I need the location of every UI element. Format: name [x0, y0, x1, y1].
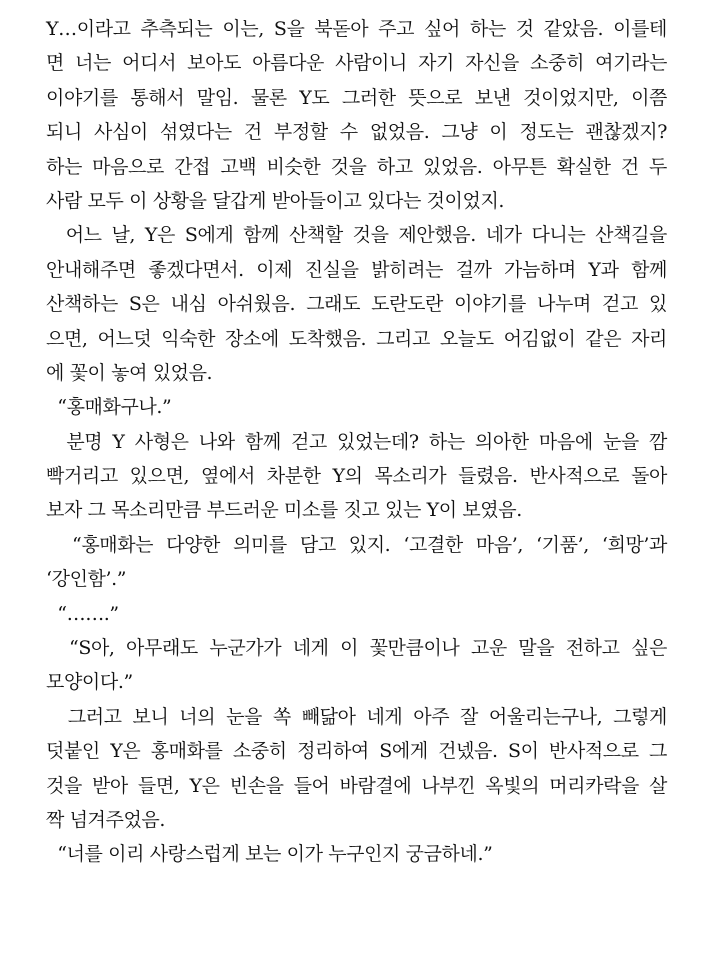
text-line: 보자 그 목소리만큼 부드러운 미소를 짓고 있는 Y이 보였음.	[46, 499, 522, 522]
text-line: 으면, 어느덧 익숙한 장소에 도착했음. 그리고 오늘도 어김없이 같은 자리	[46, 327, 667, 350]
text-line: “너를 이리 사랑스럽게 보는 이가 누구인지 궁금하네.”	[46, 843, 493, 866]
text-line: 그러고 보니 너의 눈을 쏙 빼닮아 네게 아주 잘 어울리는구나, 그렇게	[46, 705, 667, 728]
text-line: 빡거리고 있으면, 옆에서 차분한 Y의 목소리가 들렸음. 반사적으로 돌아	[46, 465, 667, 488]
text-line: 안내해주면 좋겠다면서. 이제 진실을 밝히려는 걸까 가늠하며 Y과 함께	[46, 258, 667, 281]
text-line: 것을 받아 들면, Y은 빈손을 들어 바람결에 나부낀 옥빛의 머리카락을 살	[46, 774, 667, 797]
text-line: 덧붙인 Y은 홍매화를 소중히 정리하여 S에게 건넸음. S이 반사적으로 그	[46, 740, 667, 763]
text-line: 어느 날, Y은 S에게 함께 산책할 것을 제안했음. 네가 다니는 산책길을	[46, 224, 667, 247]
text-line: “S아, 아무래도 누군가가 네게 이 꽃만큼이나 고운 말을 전하고 싶은	[46, 637, 667, 660]
text-line: 하는 마음으로 간접 고백 비슷한 것을 하고 있었음. 아무튼 확실한 건 두	[46, 155, 667, 178]
text-line: 분명 Y 사형은 나와 함께 걷고 있었는데? 하는 의아한 마음에 눈을 깜	[46, 430, 667, 453]
text-line: “…….”	[46, 602, 119, 625]
text-line: 되니 사심이 섞였다는 건 부정할 수 없었음. 그냥 이 정도는 괜찮겠지?	[46, 121, 667, 144]
text-line: ‘강인함’.”	[46, 568, 127, 591]
text-line: 모양이다.”	[46, 671, 133, 694]
text-line: “홍매화구나.”	[46, 396, 172, 419]
text-line: 이야기를 통해서 말임. 물론 Y도 그러한 뜻으로 보낸 것이었지만, 이쯤	[46, 86, 667, 109]
text-line: 사람 모두 이 상황을 달갑게 받아들이고 있다는 것이었지.	[46, 189, 505, 212]
text-line: Y…이라고 추측되는 이는, S을 북돋아 주고 싶어 하는 것 같았음. 이를테	[46, 18, 667, 40]
text-line: “홍매화는 다양한 의미를 담고 있지. ‘고결한 마음’, ‘기품’, ‘희망’과	[46, 533, 667, 556]
text-line: 에 꽃이 놓여 있었음.	[46, 361, 213, 384]
text-line: 산책하는 S은 내심 아쉬웠음. 그래도 도란도란 이야기를 나누며 걷고 있	[46, 293, 667, 316]
text-line: 면 너는 어디서 보아도 아름다운 사람이니 자기 자신을 소중히 여기라는	[46, 52, 667, 75]
text-line: 짝 넘겨주었음.	[46, 808, 166, 831]
